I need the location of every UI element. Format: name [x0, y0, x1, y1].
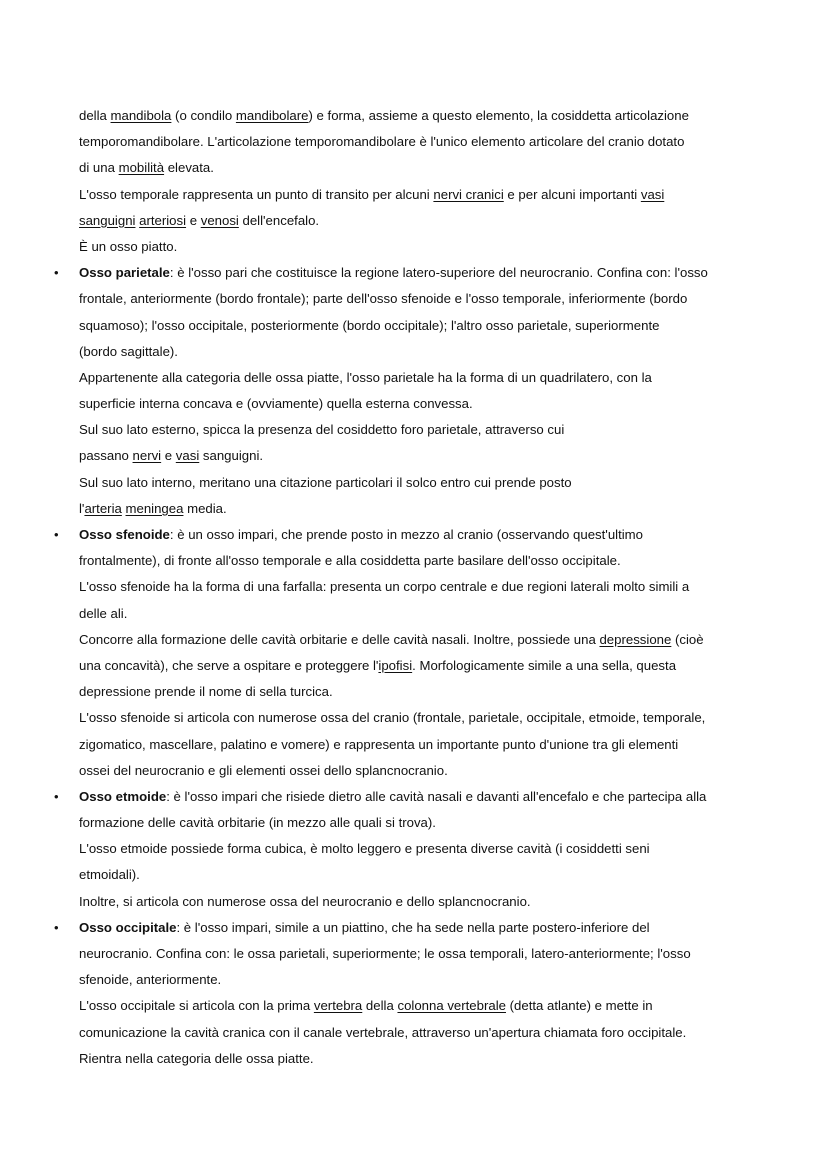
text-line: una concavità), che serve a ospitare e proteggere l'ipofisi. Morfologicamente simile a una sella, questa [79, 657, 677, 673]
text-line: squamoso); l'osso occipitale, posteriormente (bordo occipitale); l'altro osso parietale, superiormente [79, 317, 660, 333]
bullet-marker: • [54, 265, 59, 281]
text-line: superficie interna concava e (ovviamente) quella esterna convessa. [79, 396, 473, 412]
text-line: L'osso sfenoide si articola con numerose ossa del cranio (frontale, parietale, occipitale, etmoide, temporale, [79, 710, 706, 726]
text-line: L'osso temporale rappresenta un punto di transito per alcuni nervi cranici e per alcuni importanti vasi [79, 186, 665, 202]
underlined-term: nervi [132, 448, 162, 464]
text-line: Concorre alla formazione delle cavità orbitarie e delle cavità nasali. Inoltre, possiede una depressione (cioè [79, 631, 704, 647]
underlined-term: vasi [175, 448, 200, 464]
text-line: passano nervi e vasi sanguigni. [79, 448, 264, 464]
underlined-term: depressione [599, 631, 672, 647]
text-line: temporomandibolare. L'articolazione temporomandibolare è l'unico elemento articolare del cranio dotato [79, 134, 685, 150]
bullet-marker: • [54, 527, 59, 542]
underlined-term: mobilità [118, 160, 165, 176]
underlined-term: arteriosi [139, 212, 187, 228]
text-line: • Osso sfenoide: è un osso impari, che prende posto in mezzo al cranio (osservando quest'ultimo [79, 522, 779, 548]
text-line: etmoidali). [79, 867, 140, 883]
text-body [0, 103, 828, 1072]
bullet-marker: • [54, 788, 59, 804]
section-heading: Osso sfenoide [79, 527, 170, 542]
underlined-term: arteria [84, 500, 122, 516]
text-line: • Osso parietale: è l'osso pari che costituisce la regione latero-superiore del neurocranio. Confina con: l'osso [79, 260, 779, 286]
text-line: delle ali. [79, 605, 128, 621]
underlined-term: venosi [200, 212, 239, 228]
text-line: frontalmente), di fronte all'osso temporale e alla cosiddetta parte basilare dell'osso occipitale. [79, 553, 621, 569]
section-heading: Osso parietale [79, 265, 170, 281]
text-line: L'osso occipitale si articola con la prima vertebra della colonna vertebrale (detta atlante) e mette in [79, 998, 653, 1014]
underlined-term: mandibolare [235, 108, 309, 123]
text-line: È un osso piatto. [79, 238, 178, 254]
text-line: frontale, anteriormente (bordo frontale); parte dell'osso sfenoide e l'osso temporale, inferiormente (bordo [79, 291, 688, 307]
text-line: sfenoide, anteriormente. [79, 972, 222, 988]
text-line: zigomatico, mascellare, palatino e vomere) e rappresenta un importante punto d'unione tra gli elementi [79, 736, 679, 752]
text-line: Rientra nella categoria delle ossa piatte. [79, 1050, 314, 1066]
underlined-term: colonna vertebrale [397, 998, 506, 1014]
text-line: sanguigni arteriosi e venosi dell'encefalo. [79, 212, 320, 228]
underlined-term: ipofisi [378, 657, 413, 673]
text-line: neurocranio. Confina con: le ossa parietali, superiormente; le ossa temporali, latero-anteriormente; l'osso [79, 946, 691, 961]
text-line: (bordo sagittale). [79, 343, 178, 359]
text-line: Inoltre, si articola con numerose ossa del neurocranio e dello splancnocranio. [79, 893, 531, 909]
underlined-term: sanguigni [79, 212, 136, 228]
text-line: • Osso occipitale: è l'osso impari, simile a un piattino, che ha sede nella parte postero-inferiore del [79, 915, 779, 941]
text-line: Sul suo lato interno, meritano una citazione particolari il solco entro cui prende posto [79, 474, 572, 490]
underlined-term: mandibola [110, 108, 172, 123]
section-heading: Osso occipitale [79, 919, 177, 935]
underlined-term: nervi cranici [433, 186, 504, 202]
text-line: formazione delle cavità orbitarie (in mezzo alle quali si trova). [79, 815, 436, 831]
text-line: di una mobilità elevata. [79, 160, 214, 176]
text-line: L'osso etmoide possiede forma cubica, è molto leggero e presenta diverse cavità (i cosiddetti seni [79, 841, 650, 857]
text-line: l'arteria meningea media. [79, 500, 227, 516]
section-heading: Osso etmoide [79, 788, 167, 804]
text-line: comunicazione la cavità cranica con il canale vertebrale, attraverso un'apertura chiamata foro occipitale. [79, 1024, 687, 1040]
text-line: Appartenente alla categoria delle ossa piatte, l'osso parietale ha la forma di un quadrilatero, con la [79, 369, 652, 385]
underlined-term: meningea [125, 500, 184, 516]
underlined-term: vasi [640, 186, 665, 202]
text-line: della mandibola (o condilo mandibolare) e forma, assieme a questo elemento, la cosiddetta articolazione [79, 108, 689, 123]
underlined-term: vertebra [313, 998, 363, 1014]
bullet-marker: • [54, 919, 59, 935]
text-line: • Osso etmoide: è l'osso impari che risiede dietro alle cavità nasali e davanti all'encefalo e che partecipa alla [79, 784, 779, 810]
text-line: L'osso sfenoide ha la forma di una farfalla: presenta un corpo centrale e due regioni laterali molto simili a [79, 579, 690, 595]
text-line: depressione prende il nome di sella turcica. [79, 684, 333, 700]
text-line: ossei del neurocranio e gli elementi ossei dello splancnocranio. [79, 762, 448, 778]
text-line: Sul suo lato esterno, spicca la presenza del cosiddetto foro parietale, attraverso cui [79, 422, 565, 438]
